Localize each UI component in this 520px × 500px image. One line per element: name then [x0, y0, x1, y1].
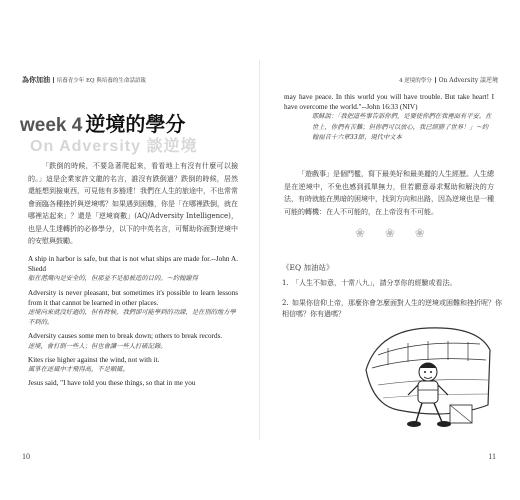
- quote-continued: [284, 92, 494, 143]
- question-number: 2.: [282, 299, 289, 307]
- page-number-right: 11: [488, 452, 496, 461]
- question-text: 如果你信仰上帝，那麼你會怎麼面對人生的逆境或困難和挫折呢？你相信嗎？你有過嗎？: [282, 299, 502, 318]
- flower-ornament-icon: ❀ ❀ ❀: [355, 226, 433, 240]
- boat-cartoon-illustration: [358, 310, 498, 435]
- quote-en: Kites rise higher against the wind, not with it.: [28, 355, 160, 364]
- quote-list: [28, 254, 238, 388]
- divider-bar: [435, 77, 436, 83]
- quote-en: may have peace. In this world you will have trouble. But take heart! I have overcome the world."--John 16:33 (NIV): [284, 93, 494, 112]
- chapter-title-zh: 逆境的學分: [85, 112, 186, 136]
- chapter-label-en: On Adversity 談逆境: [438, 77, 498, 84]
- divider-bar: [53, 77, 54, 83]
- quote-zh: 風箏在逆風中才飛得高，不是順風。: [28, 366, 129, 374]
- running-head-left: [22, 75, 146, 85]
- right-page: [260, 0, 520, 500]
- book-subtitle: 培養青少年 EQ 與培養的生命話語箴: [56, 78, 146, 84]
- week-label: week 4: [20, 115, 83, 136]
- quote-zh: 逆境，會打倒一些人；但也會讓一些人打破記錄。: [28, 342, 167, 350]
- page-number-left: 10: [22, 452, 30, 461]
- question-item: [282, 278, 502, 289]
- quote-en: Jesus said, "I have told you these things, so that in me you: [28, 379, 196, 388]
- quote-zh: 船在港灣內是安全的，但那並不是船被造的目的。～約翰謝得: [28, 275, 199, 283]
- chapter-label: 4 逆境的學分: [399, 78, 432, 84]
- quote-en: A ship in harbor is safe, but that is not what ships are made for.--John A. Shedd: [28, 255, 238, 274]
- quote-en: Adversity is never pleasant, but sometimes it's possible to learn lessons from it that cannot be learned in other places.: [28, 288, 238, 307]
- question-number: 1.: [282, 279, 289, 287]
- book-title: 為你加油: [22, 75, 50, 84]
- quote-zh: 耶穌說：「我把這些事告訴你們，是要使你們在我裡面有平安。在世上，你們有苦難；但你們可以放心，我已經勝了世界！」～約翰福音十六章33節，現代中文本: [312, 113, 492, 141]
- chapter-subtitle: On Adversity 談逆境: [30, 138, 198, 155]
- reflection-paragraph: 「遊戲事」是個門檻，寫下最美好和最美麗的人生經歷。人生總是在逆境中，不免也感到孤單無力，但若願意尋求幫助和解決的方法，有時就能在黑暗的困境中，找到方向和出路，因為逆境也是一種可能的轉機：在人不可能的，在上帝沒有不可能。: [284, 170, 494, 216]
- eq-section-title: 《EQ 加油站》: [282, 263, 334, 272]
- intro-paragraph: 「跌倒的時候，不要急著爬起來，看看地上有沒有什麼可以撿的。」這是企業家許文龍的名言，誰沒有跌倒過？跌倒的時候，居然還能想到撿東西，可見他有多豁達！我們在人生的旅途中，不也常常會面臨各種挫折與逆境嗎？如果遇到困難，你是「在哪裡跌倒，就在哪裡站起來」？還是「逆境商數」(AQ/Adversity Intelligence)，也是人生達轉折的必修學分，以下的中英名言，可幫助你面對逆境中的安慰與鼓勵。: [28, 162, 238, 245]
- reflection-paragraph-block: [284, 168, 494, 218]
- quote-en: Adversity causes some men to break down; others to break records.: [28, 332, 223, 341]
- question-text: 「人生不如意，十常八九」，請分享你的經驗或看法。: [292, 279, 457, 287]
- running-head-right: [399, 75, 498, 84]
- quote-zh: 逆境向來就沒好過的，但有時候，我們卻可能學到的功課，是在別的地方學不到的。: [28, 309, 236, 327]
- intro-paragraph-block: [28, 160, 238, 248]
